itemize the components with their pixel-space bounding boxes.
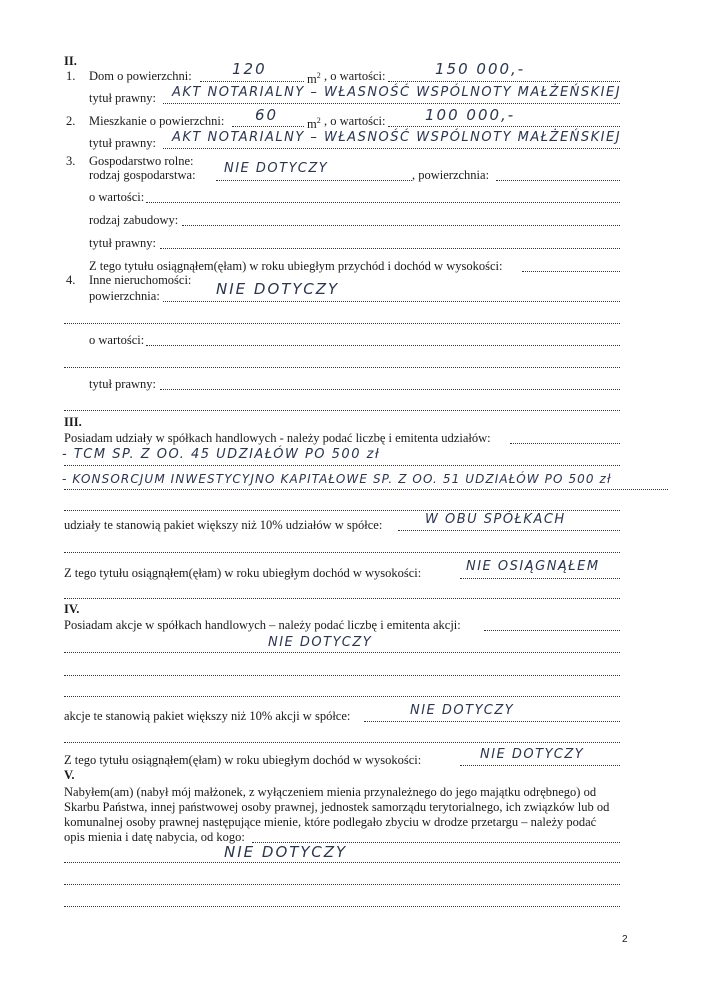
acquisition-text-2: Skarbu Państwa, innej państwowej osoby prawnej, jednostek samorządu terytorialnego, ich związków lub od [64, 800, 610, 814]
other-value-line [146, 345, 620, 346]
shares-income-line-2 [64, 598, 620, 599]
farm-value-label: o wartości: [89, 190, 145, 204]
shares-intro-line [510, 443, 620, 444]
stocks-package-label: akcje te stanowią pakiet większy niż 10% akcji w spółce: [64, 709, 351, 723]
stocks-income-value: NIE DOTYCZY [480, 747, 585, 762]
flat-value-label: , o wartości: [324, 114, 386, 128]
flat-title-label: tytuł prawny: [89, 136, 157, 150]
shares-package-line-2 [64, 552, 620, 553]
shares-package-label: udziały te stanowią pakiet większy niż 10% udziałów w spółce: [64, 518, 383, 532]
house-area-label: Dom o powierzchni: [89, 69, 192, 83]
section-5-heading: V. [64, 768, 75, 782]
house-area-line [200, 81, 304, 82]
shares-package-value: W OBU SPÓŁKACH [425, 512, 566, 527]
stocks-package-line-2 [64, 742, 620, 743]
item-2-number: 2. [66, 114, 76, 128]
stocks-income-line [460, 765, 620, 766]
farm-value-line [146, 202, 620, 203]
item-1-number: 1. [66, 69, 76, 83]
shares-package-line [398, 530, 620, 531]
flat-area-value: 60 [255, 106, 279, 124]
other-area-value: NIE DOTYCZY [216, 280, 340, 298]
stocks-intro: Posiadam akcje w spółkach handlowych – należy podać liczbę i emitenta akcji: [64, 618, 461, 632]
flat-area-line [232, 126, 304, 127]
item-4-number: 4. [66, 273, 76, 287]
flat-title-line [163, 148, 620, 149]
stocks-package-value: NIE DOTYCZY [410, 703, 515, 718]
page-number: 2 [622, 934, 628, 945]
house-title-value: AKT NOTARIALNY – WŁASNOŚĆ WSPÓLNOTY MAŁŻEŃSKIEJ [172, 85, 622, 100]
shares-intro: Posiadam udziały w spółkach handlowych - należy podać liczbę i emitenta udziałów: [64, 431, 491, 445]
stocks-line-2 [64, 675, 620, 676]
shares-income-value: NIE OSIĄGNĄŁEM [466, 559, 600, 574]
other-title-line [160, 389, 620, 390]
house-value: 150 000,- [435, 60, 526, 78]
acquisition-text-1: Nabyłem(am) (nabył mój małżonek, z wyłączeniem mienia przynależnego do jego majątku odrębnego) od [64, 785, 597, 799]
section-4-heading: IV. [64, 602, 80, 616]
other-title-line-2 [64, 410, 620, 411]
acquisition-line-1 [64, 862, 620, 863]
stocks-line-1 [64, 652, 620, 653]
acquisition-line-3 [64, 906, 620, 907]
farm-buildings-line [182, 225, 620, 226]
house-title-line [163, 103, 620, 104]
acquisition-text-4: opis mienia i datę nabycia, od kogo: [64, 830, 245, 844]
other-area-line-2 [64, 323, 620, 324]
house-title-label: tytuł prawny: [89, 91, 157, 105]
shares-income-label: Z tego tytułu osiągnąłem(ęłam) w roku ubiegłym dochód w wysokości: [64, 566, 422, 580]
item-3-number: 3. [66, 154, 76, 168]
flat-area-label: Mieszkanie o powierzchni: [89, 114, 225, 128]
shares-line-1 [64, 465, 620, 466]
acquisition-answer: NIE DOTYCZY [224, 843, 348, 861]
flat-title-value: AKT NOTARIALNY – WŁASNOŚĆ WSPÓLNOTY MAŁŻEŃSKIEJ [172, 130, 622, 145]
house-value-line [388, 81, 620, 82]
stocks-intro-line [484, 630, 620, 631]
farm-label: Gospodarstwo rolne: [89, 154, 194, 168]
farm-income-label: Z tego tytułu osiągnąłem(ęłam) w roku ubiegłym przychód i dochód w wysokości: [89, 259, 503, 273]
farm-type-line [216, 180, 412, 181]
house-area-unit: $m^2$ [307, 71, 321, 87]
shares-line-2 [64, 489, 668, 490]
section-3-heading: III. [64, 415, 82, 429]
flat-value: 100 000,- [425, 106, 516, 124]
farm-area-label: , powierzchnia: [412, 168, 490, 182]
shares-entry-1: - TCM SP. Z OO. 45 UDZIAŁÓW PO 500 zł [62, 447, 381, 462]
shares-entry-2: - KONSORCJUM INWESTYCYJNO KAPITAŁOWE SP. Z OO. 51 UDZIAŁÓW PO 500 zł [62, 472, 612, 486]
shares-income-line [460, 578, 620, 579]
farm-buildings-label: rodzaj zabudowy: [89, 213, 179, 227]
house-area-value: 120 [232, 60, 267, 78]
farm-type-label: rodzaj gospodarstwa: [89, 168, 196, 182]
stocks-income-label: Z tego tytułu osiągnąłem(ęłam) w roku ubiegłym dochód w wysokości: [64, 753, 422, 767]
other-property-label: Inne nieruchomości: [89, 273, 192, 287]
shares-line-3 [64, 510, 620, 511]
flat-value-line [388, 126, 620, 127]
other-area-label: powierzchnia: [89, 289, 160, 303]
stocks-entry-1: NIE DOTYCZY [268, 635, 373, 650]
farm-title-label: tytuł prawny: [89, 236, 157, 250]
other-area-line [163, 301, 620, 302]
house-value-label: , o wartości: [324, 69, 386, 83]
farm-income-line [522, 271, 620, 272]
flat-area-unit: $m^2$ [307, 116, 321, 132]
other-value-line-2 [64, 367, 620, 368]
other-value-label: o wartości: [89, 333, 145, 347]
farm-type-value: NIE DOTYCZY [224, 161, 329, 176]
stocks-line-3 [64, 696, 620, 697]
other-title-label: tytuł prawny: [89, 377, 157, 391]
acquisition-line-2 [64, 884, 620, 885]
stocks-package-line [364, 721, 620, 722]
acquisition-text-3: komunalnej osoby prawnej następujące mienie, które podlegało zbyciu w drodze przetargu – należy podać [64, 815, 597, 829]
section-2-heading: II. [64, 54, 77, 68]
farm-area-line [496, 180, 620, 181]
farm-title-line [160, 248, 620, 249]
